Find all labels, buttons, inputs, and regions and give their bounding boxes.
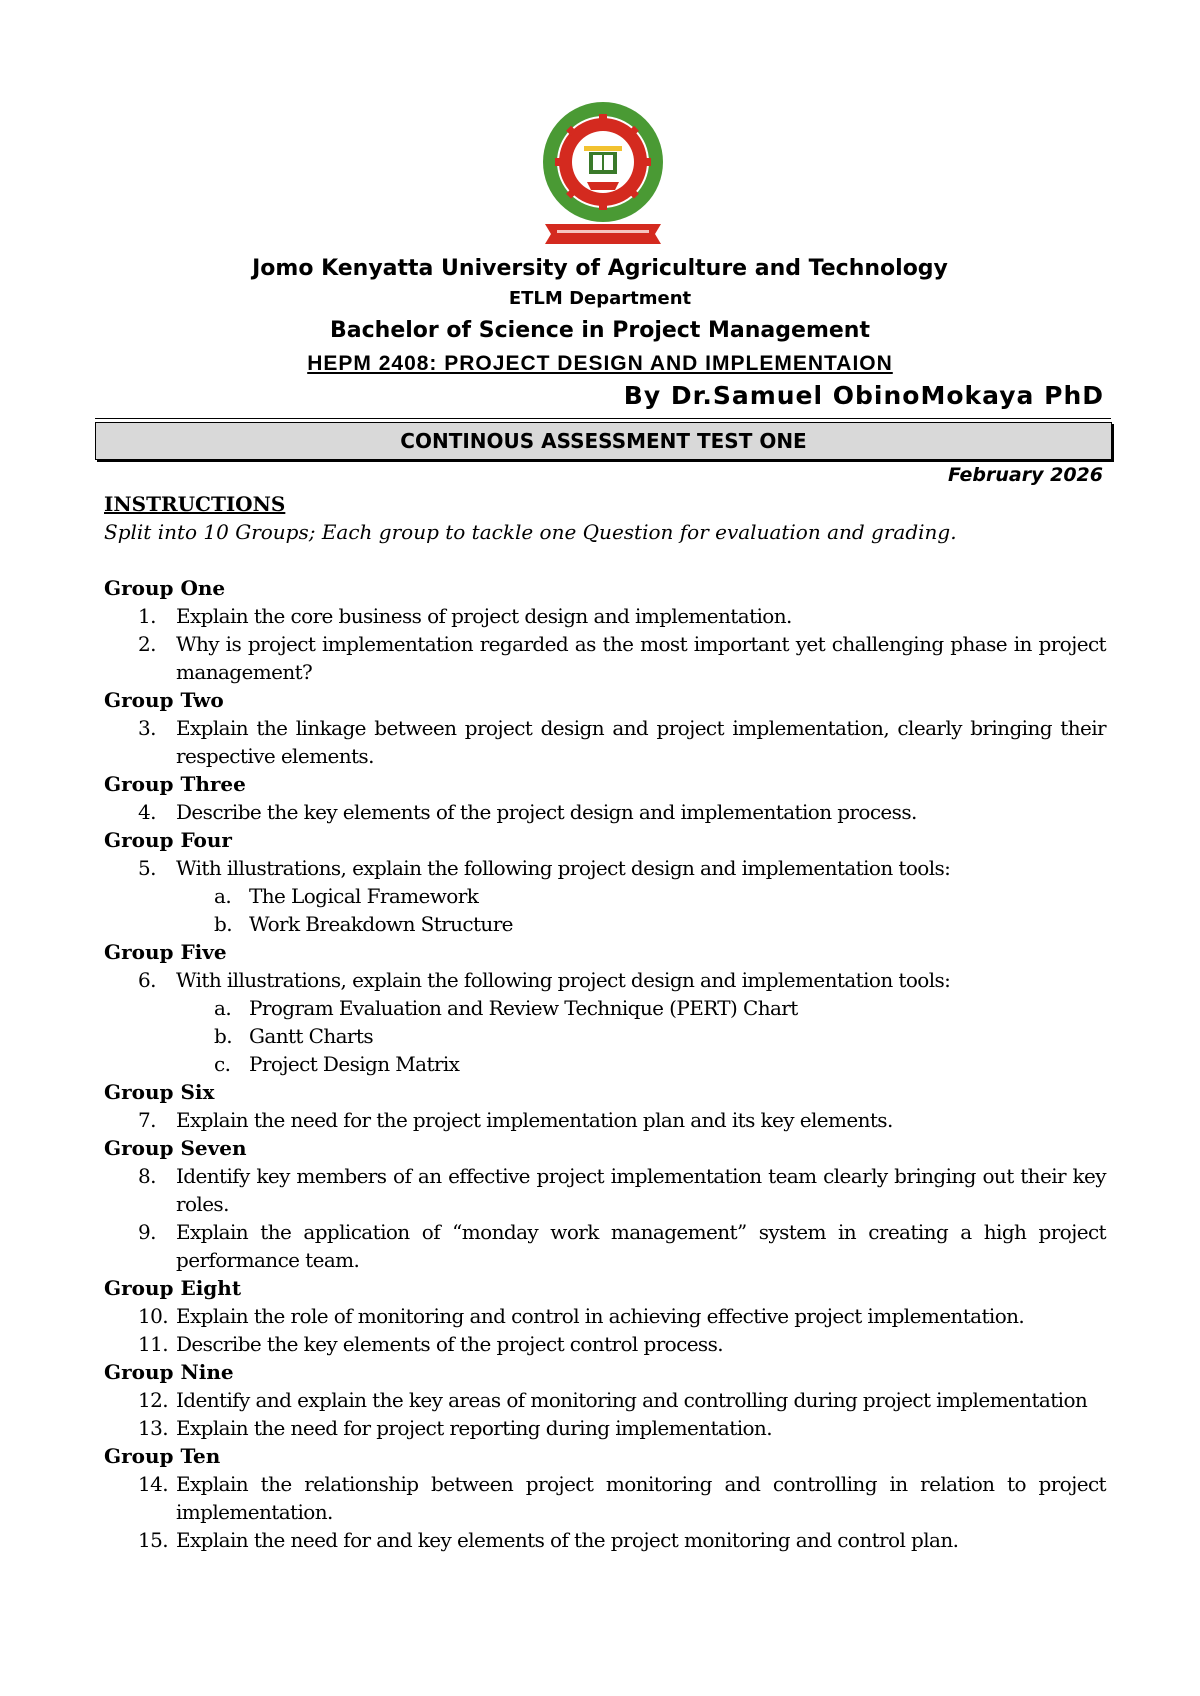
question-text: Explain the need for project reporting during implementation.	[176, 1416, 772, 1440]
question-number: 1.	[138, 604, 156, 628]
question-text: Identify and explain the key areas of monitoring and controlling during project implementation	[176, 1388, 1088, 1412]
question-number: 12.	[138, 1388, 169, 1412]
group-heading: Group One	[104, 576, 226, 600]
question-item	[104, 1386, 1106, 1414]
question-text: Explain the linkage between project design and project implementation, clearly bringing their respective elements.	[176, 716, 1106, 768]
sub-item	[104, 994, 1106, 1022]
header-divider	[95, 418, 1111, 419]
question-item	[104, 966, 1106, 994]
question-number: 8.	[138, 1164, 156, 1188]
question-text: With illustrations, explain the following project design and implementation tools:	[176, 856, 951, 880]
question-number: 15.	[138, 1528, 169, 1552]
question-number: 11.	[138, 1332, 169, 1356]
question-item	[104, 1106, 1106, 1134]
seal-motto-ribbon	[545, 224, 661, 244]
question-text: Explain the need for and key elements of the project monitoring and control plan.	[176, 1528, 959, 1552]
sub-item	[104, 1050, 1106, 1078]
exam-date: February 2026	[948, 464, 1103, 486]
question-number: 2.	[138, 632, 156, 656]
sub-letter: b.	[214, 912, 232, 936]
question-text: Explain the role of monitoring and control in achieving effective project implementation.	[176, 1304, 1025, 1328]
question-number: 7.	[138, 1108, 156, 1132]
question-item	[104, 1218, 1106, 1274]
sub-text: Gantt Charts	[249, 1024, 373, 1048]
group-heading: Group Nine	[104, 1360, 234, 1384]
question-text: Explain the need for the project implementation plan and its key elements.	[176, 1108, 893, 1132]
question-text: Identify key members of an effective project implementation team clearly bringing out their key roles.	[176, 1164, 1106, 1216]
question-item	[104, 1330, 1106, 1358]
sub-item	[104, 1022, 1106, 1050]
question-item	[104, 630, 1106, 686]
question-item	[104, 1162, 1106, 1218]
group-heading: Group Four	[104, 828, 232, 852]
sub-item	[104, 882, 1106, 910]
course-title: HEPM 2408: PROJECT DESIGN AND IMPLEMENTAION	[307, 352, 893, 375]
question-item	[104, 1526, 1106, 1554]
question-list	[104, 574, 1106, 1554]
question-text: Explain the core business of project design and implementation.	[176, 604, 792, 628]
sub-text: The Logical Framework	[249, 884, 479, 908]
group-heading: Group Three	[104, 772, 246, 796]
question-text: Describe the key elements of the project design and implementation process.	[176, 800, 917, 824]
group-heading: Group Eight	[104, 1276, 242, 1300]
group-heading: Group Five	[104, 940, 227, 964]
university-seal-logo	[537, 100, 669, 246]
sub-letter: c.	[214, 1052, 231, 1076]
degree-title: Bachelor of Science in Project Management	[330, 318, 870, 343]
question-number: 9.	[138, 1220, 156, 1244]
question-item	[104, 602, 1106, 630]
question-item	[104, 798, 1106, 826]
instructions-text: Split into 10 Groups; Each group to tackle one Question for evaluation and grading.	[104, 520, 957, 544]
question-number: 10.	[138, 1304, 169, 1328]
sub-letter: b.	[214, 1024, 232, 1048]
group-heading: Group Ten	[104, 1444, 221, 1468]
instructions-heading: INSTRUCTIONS	[104, 492, 286, 516]
question-item	[104, 1414, 1106, 1442]
sub-letter: a.	[214, 996, 232, 1020]
question-text: Explain the relationship between project monitoring and controlling in relation to project implementation.	[176, 1472, 1106, 1524]
author-line: By Dr.Samuel ObinoMokaya PhD	[623, 381, 1104, 410]
sub-text: Work Breakdown Structure	[249, 912, 513, 936]
sub-letter: a.	[214, 884, 232, 908]
question-number: 4.	[138, 800, 156, 824]
question-item	[104, 714, 1106, 770]
question-number: 13.	[138, 1416, 169, 1440]
group-heading: Group Two	[104, 688, 224, 712]
seal-book-emblem	[584, 146, 622, 190]
question-text: Describe the key elements of the project control process.	[176, 1332, 724, 1356]
assessment-banner: CONTINOUS ASSESSMENT TEST ONE	[95, 422, 1112, 460]
group-heading: Group Seven	[104, 1136, 247, 1160]
question-item	[104, 1302, 1106, 1330]
department-name: ETLM Department	[508, 288, 692, 309]
question-number: 3.	[138, 716, 156, 740]
question-text: With illustrations, explain the following project design and implementation tools:	[176, 968, 951, 992]
question-number: 6.	[138, 968, 156, 992]
question-text: Explain the application of “monday work management” system in creating a high project performance team.	[176, 1220, 1106, 1272]
group-heading: Group Six	[104, 1080, 215, 1104]
university-name: Jomo Kenyatta University of Agriculture and Technology	[252, 256, 948, 281]
sub-text: Program Evaluation and Review Technique (PERT) Chart	[249, 996, 798, 1020]
question-item	[104, 854, 1106, 882]
question-text: Why is project implementation regarded as the most important yet challenging phase in project management?	[176, 632, 1106, 684]
sub-item	[104, 910, 1106, 938]
sub-text: Project Design Matrix	[249, 1052, 460, 1076]
question-number: 14.	[138, 1472, 169, 1496]
question-item	[104, 1470, 1106, 1526]
question-number: 5.	[138, 856, 156, 880]
